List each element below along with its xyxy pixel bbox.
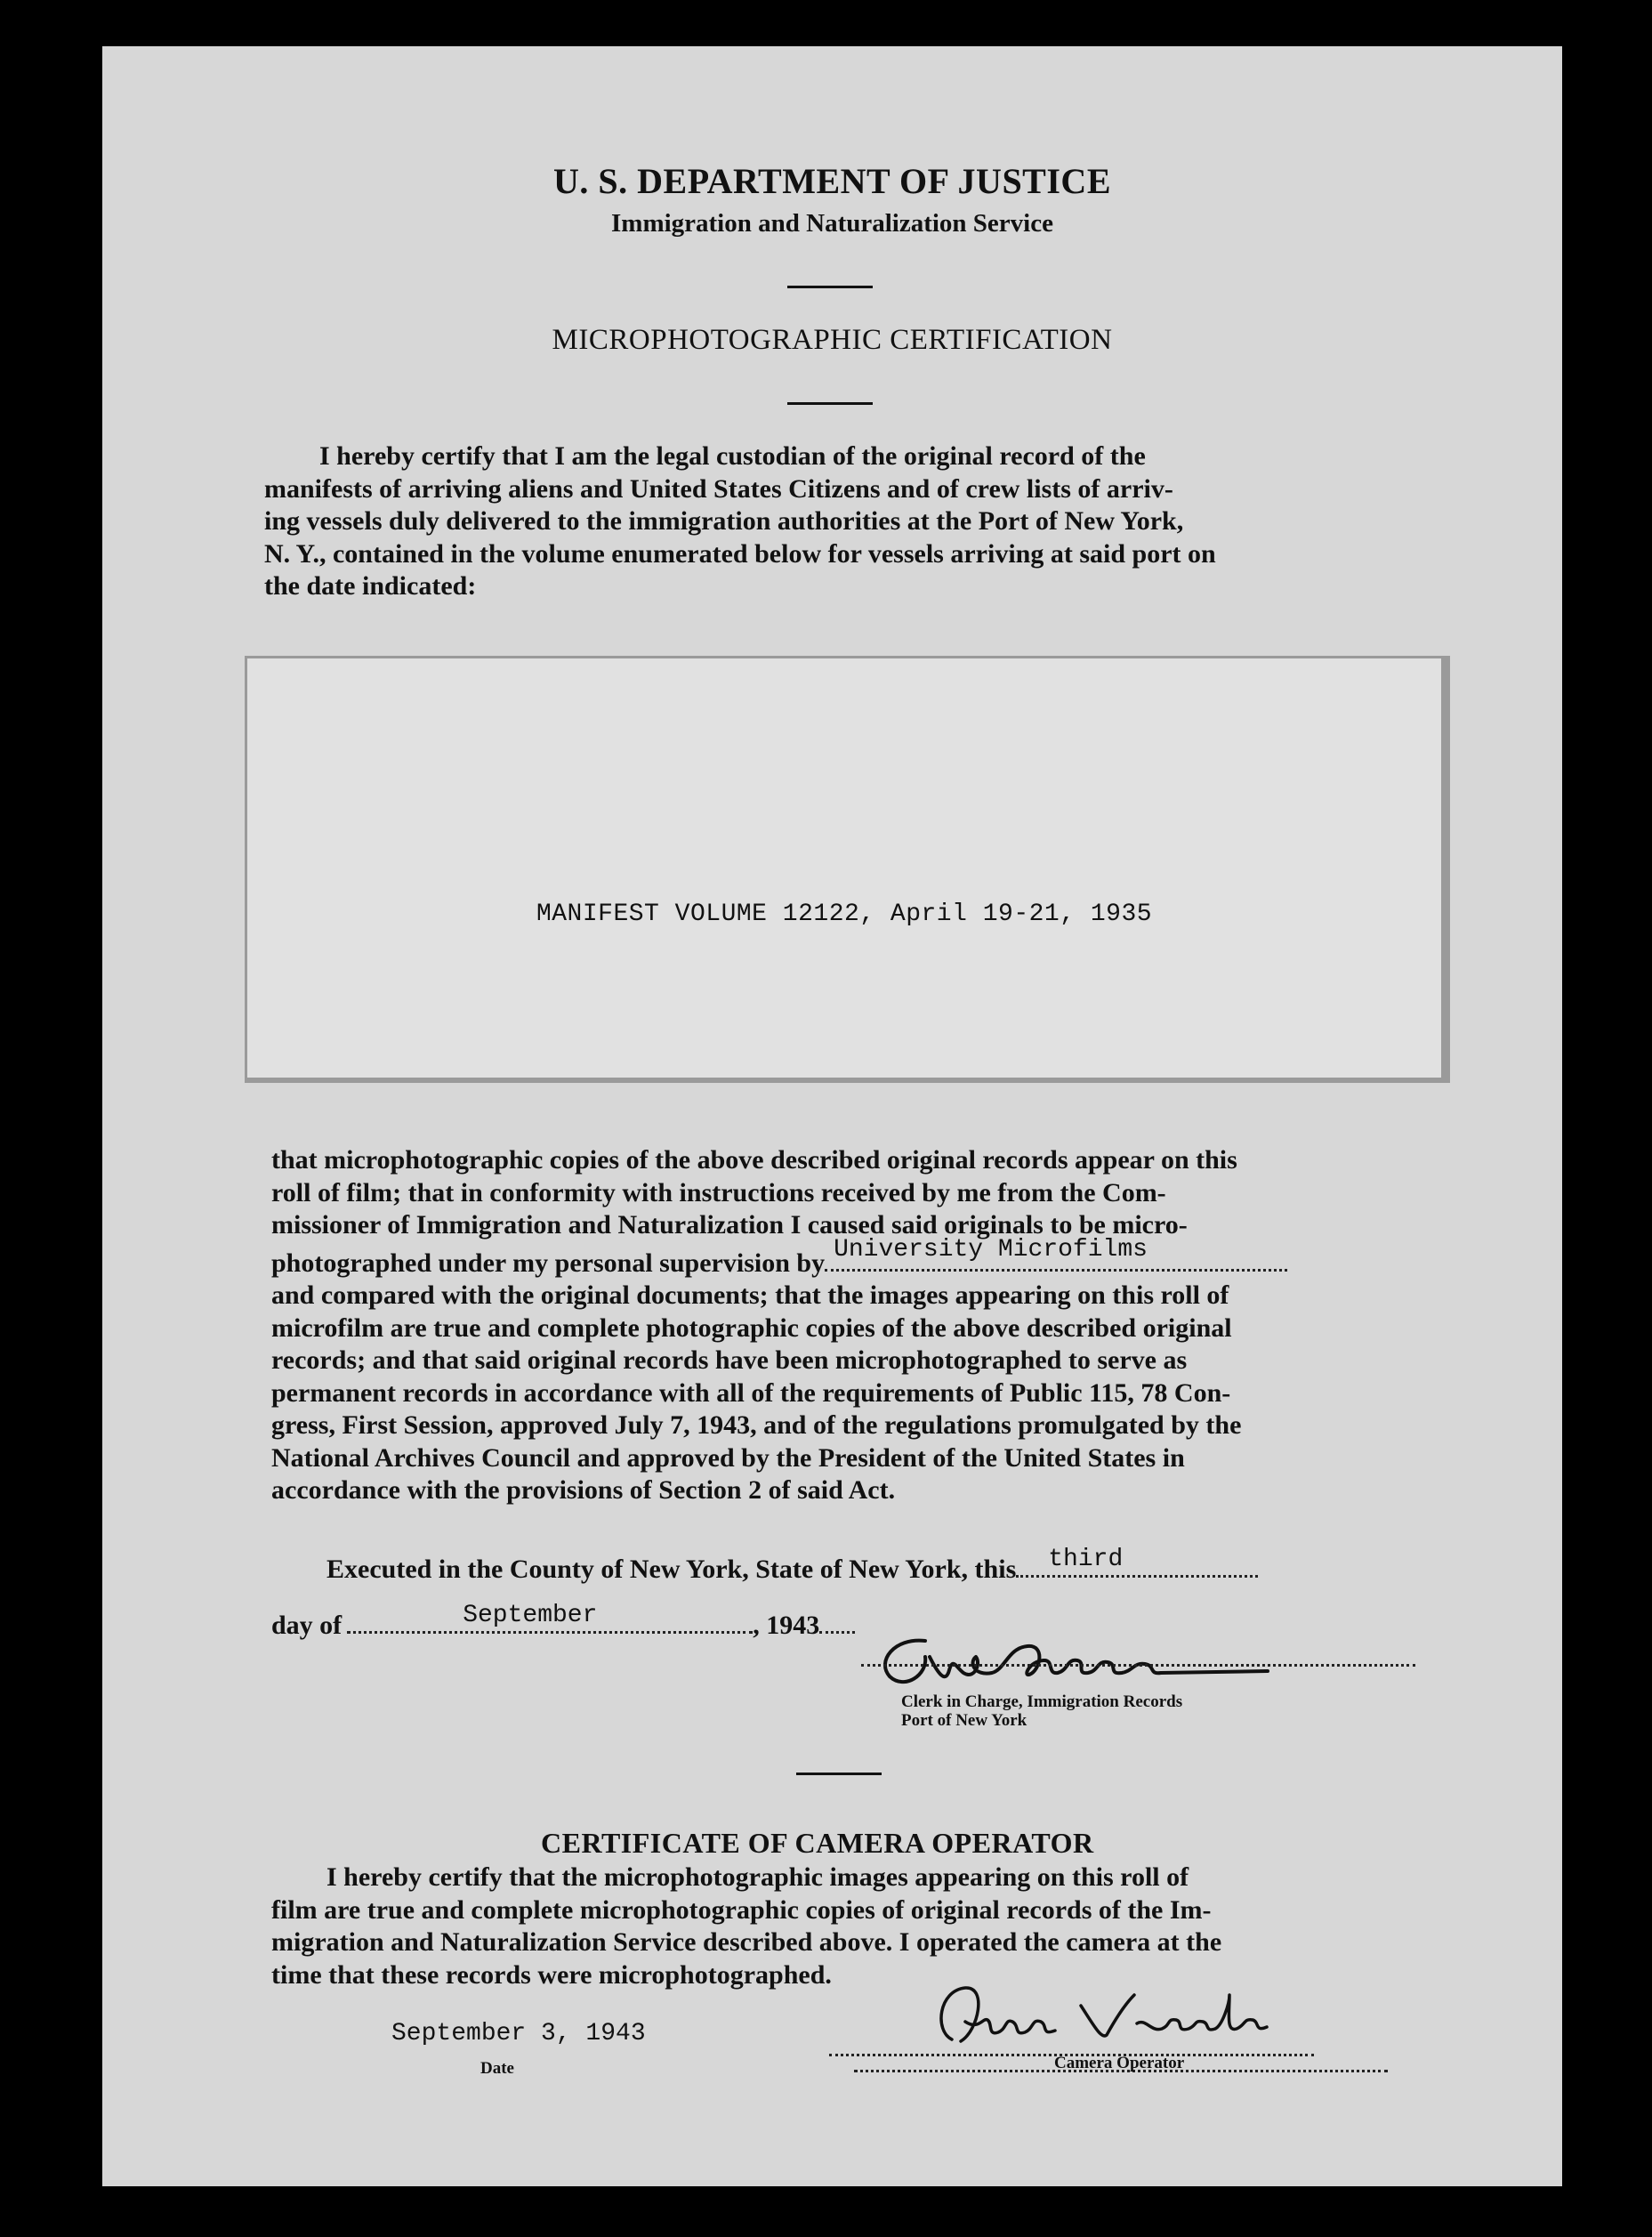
paragraph-line: roll of film; that in conformity with instructions received by me from the Com- [271,1177,1166,1207]
camera-operator-paragraph [271,1861,1513,1991]
day-value: third [1048,1546,1124,1573]
supervision-line [271,1236,1513,1280]
date-label: Date [480,2059,514,2078]
paragraph-line: accordance with the provisions of Section 2 of said Act. [271,1475,896,1505]
supervision-field [825,1236,1287,1272]
paragraph-line: I hereby certify that the microphotographic images appearing on this roll of [326,1862,1189,1892]
intro-paragraph [264,440,1512,603]
year-text: , 1943 [753,1611,820,1640]
paragraph-line: records; and that said original records have been microphotographed to serve as [271,1345,1188,1375]
camera-operator-heading: CERTIFICATE OF CAMERA OPERATOR [541,1827,1094,1859]
month-value: September [463,1602,598,1629]
camera-date-value: September 3, 1943 [391,2020,646,2047]
execution-line [326,1548,1258,1585]
day-field [1016,1548,1258,1578]
paragraph-line: I hereby certify that I am the legal custodian of the original record of the [319,441,1146,471]
clerk-title-line: Clerk in Charge, Immigration Records [901,1692,1183,1711]
paragraph-line: film are true and complete microphotographic copies of original records of the Im- [271,1894,1212,1925]
supervision-value: University Microfilms [834,1236,1148,1264]
paragraph-line: N. Y., contained in the volume enumerated below for vessels arriving at said port on [264,538,1216,569]
divider [787,286,873,288]
certificate-title: MICROPHOTOGRAPHIC CERTIFICATION [552,324,1113,356]
paragraph-line: migration and Naturalization Service described above. I operated the camera at the [271,1927,1222,1957]
body-paragraph [271,1144,1513,1507]
paragraph-line: and compared with the original documents; that the images appearing on this roll of [271,1280,1229,1310]
manifest-volume-text: MANIFEST VOLUME 12122, April 19-21, 1935 [536,900,1153,928]
paragraph-line: permanent records in accordance with all of the requirements of Public 115, 78 Con- [271,1377,1231,1408]
paragraph-line: microfilm are true and complete photographic copies of the above described original [271,1312,1232,1343]
paragraph-line: time that these records were microphotographed. [271,1959,832,1990]
day-of-label: day of [271,1611,342,1640]
service-subtitle: Immigration and Naturalization Service [611,209,1053,238]
agency-title: U. S. DEPARTMENT OF JUSTICE [553,161,1111,201]
paragraph-line: the date indicated: [264,571,477,601]
paragraph-line: gress, First Session, approved July 7, 1943, and of the regulations promulgated by the [271,1410,1242,1440]
date-line [271,1604,855,1641]
volume-box [245,656,1450,1083]
paragraph-line: manifests of arriving aliens and United States Citizens and of crew lists of arriv- [264,473,1173,504]
execution-prefix: Executed in the County of New York, State of New York, this [326,1555,1017,1584]
operator-signature [899,1968,1272,2062]
certificate-sheet [102,46,1562,2186]
supervision-prefix: photographed under my personal supervision by [271,1248,826,1278]
paragraph-line: missioner of Immigration and Naturalization I caused said originals to be micro- [271,1210,1188,1240]
month-field [347,1604,753,1634]
camera-operator-label: Camera Operator [1054,2054,1185,2072]
clerk-signature-line [861,1660,1415,1667]
clerk-title-line: Port of New York [901,1711,1027,1730]
paragraph-line: that microphotographic copies of the above described original records appear on this [271,1145,1237,1175]
paragraph-line: National Archives Council and approved by the President of the United States in [271,1442,1185,1473]
paragraph-line: ing vessels duly delivered to the immigration authorities at the Port of New York, [264,506,1184,536]
clerk-title [901,1692,1182,1730]
divider [796,1773,882,1775]
divider [787,402,873,405]
